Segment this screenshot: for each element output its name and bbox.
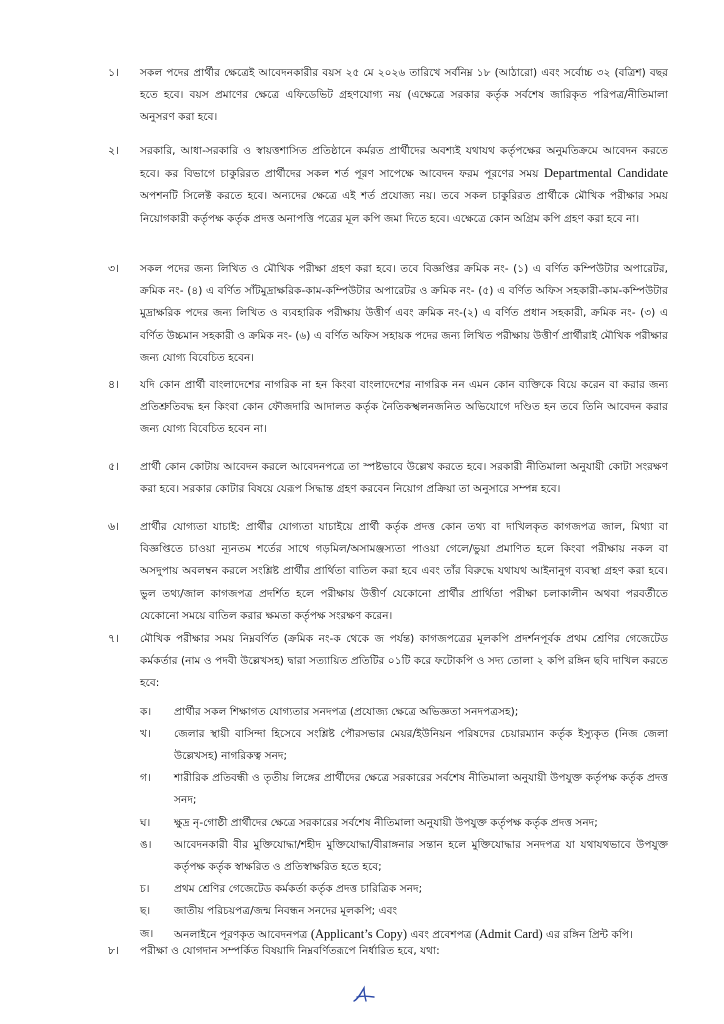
sub-item-number: ঙ। — [140, 838, 152, 851]
signature-mark-icon — [352, 985, 378, 1005]
sub-item-text: প্রার্থীর সকল শিক্ষাগত যোগ্যতার সনদপত্র (প্রযোজ্য ক্ষেত্রে অভিজ্ঞতা সনদপত্রসহ); — [174, 705, 519, 718]
item-number: ৫। — [108, 460, 120, 473]
sub-list — [140, 701, 668, 946]
sub-item-number: ক। — [140, 705, 152, 718]
sub-item-cha — [140, 878, 668, 900]
item-number: ৬। — [108, 520, 120, 533]
list-item-2 — [108, 140, 668, 230]
list-item-7 — [108, 628, 668, 946]
sub-item-text-part-3: এর রঙ্গিন প্রিন্ট কপি। — [546, 928, 633, 941]
item-text — [140, 140, 668, 230]
sub-item-chha — [140, 900, 668, 922]
list-item-1 — [108, 62, 668, 129]
item-text: পরীক্ষা ও যোগদান সম্পর্কিত বিষয়াদি নিম্নবর্ণিতরূপে নির্ধারিত হবে, যথা: — [140, 945, 440, 957]
departmental-candidate-option: Departmental Candidate — [544, 166, 668, 181]
item-text-part-1: সরকারি, আধা-সরকারি ও স্বায়ত্তশাসিত প্রতিষ্ঠানে কর্মরত প্রার্থীদের অবশ্যই যথাযথ কর্তৃপক্ষের অনুমতিক্রমে আবেদন করতে হবে। কর বিভাগে চাকুরিরত প্রার্থীদের সকল শর্ত পূরণ সাপেক্ষে আবেদন ফরম পূরণের সময় — [140, 145, 668, 181]
sub-item-text: ক্ষুদ্র নৃ-গোষ্ঠী প্রার্থীদের ক্ষেত্রে সরকারের সর্বশেষ নীতিমালা অনুযায়ী উপযুক্ত কর্তৃপক্ষ কর্তৃক প্রদত্ত সনদ; — [174, 816, 598, 829]
sub-item-number: খ। — [140, 727, 151, 740]
list-item-4 — [108, 374, 668, 441]
item-number: ৪। — [108, 378, 120, 391]
list-item-8 — [108, 940, 668, 962]
applicants-copy-label: (Applicant’s Copy) — [310, 926, 407, 941]
item-text: মৌখিক পরীক্ষার সময় নিম্নবর্ণিত (ক্রমিক নং-ক থেকে জ পর্যন্ত) কাগজপত্রের মূলকপি প্রদর্শনপূর্বক প্রথম শ্রেণির গেজেটেড কর্মকর্তার (নাম ও পদবী উল্লেখসহ) দ্বারা সত্যায়িত প্রতিটির ০১টি করে ফটোকপি ও সদ্য তোলা ২ কপি রঙ্গিন ছবি দাখিল করতে হবে: — [140, 633, 668, 690]
item-number: ৭। — [108, 632, 120, 645]
item-number: ৮। — [108, 944, 120, 957]
sub-item-text-part-1: অনলাইনে পূরণকৃত আবেদনপত্র — [174, 928, 308, 941]
sub-item-text: প্রথম শ্রেণির গেজেটেড কর্মকর্তা কর্তৃক প্রদত্ত চারিত্রিক সনদ; — [174, 883, 423, 896]
sub-item-ka — [140, 701, 668, 723]
sub-item-number: চ। — [140, 883, 150, 896]
sub-item-gha — [140, 812, 668, 834]
sub-item-text: জাতীয় পরিচয়পত্র/জন্ম নিবন্ধন সনদের মূলকপি; এবং — [174, 905, 398, 918]
admit-card-label: (Admit Card) — [474, 926, 543, 941]
list-item-3 — [108, 258, 668, 369]
item-text: সকল পদের জন্য লিখিত ও মৌখিক পরীক্ষা গ্রহণ করা হবে। তবে বিজ্ঞপ্তির ক্রমিক নং- (১) এ বর্ণিত কম্পিউটার অপারেটর, ক্রমিক নং- (৪) এ বর্ণিত সাঁটমুদ্রাক্ষরিক-কাম-কম্পিউটার অপারেটর ও ক্রমিক নং- (৫) এ বর্ণিত অফিস সহকারী-কাম-কম্পিউটার মুদ্রাক্ষরিক পদের জন্য লিখিত ও ব্যবহারিক পরীক্ষায় উত্তীর্ণ এবং ক্রমিক নং-(২) এ বর্ণিত প্রধান সহকারী, ক্রমিক নং- (৩) এ বর্ণিত উচ্চমান সহকারী ও ক্রমিক নং- (৬) এ বর্ণিত অফিস সহায়ক পদের জন্য লিখিত পরীক্ষায় উত্তীর্ণ প্রার্থীরাই মৌখিক পরীক্ষার জন্য যোগ্য বিবেচিত হবেন। — [140, 263, 668, 364]
item-number: ১। — [108, 66, 120, 79]
item-text: প্রার্থী কোন কোটায় আবেদন করলে আবেদনপত্রে তা স্পষ্টভাবে উল্লেখ করতে হবে। সরকারী নীতিমালা অনুযায়ী কোটা সংরক্ষণ করা হবে। সরকার কোটার বিষয়ে যেরূপ সিদ্ধান্ত গ্রহণ করবেন নিয়োগ প্রক্রিয়া তা অনুসারে সম্পন্ন হবে। — [140, 461, 668, 496]
item-text: সকল পদের প্রার্থীর ক্ষেত্রেই আবেদনকারীর বয়স ২৫ মে ২০২৬ তারিখে সর্বনিম্ন ১৮ (আঠারো) এবং সর্বোচ্চ ৩২ (বত্রিশ) বছর হতে হবে। বয়স প্রমাণের ক্ষেত্রে এফিডেভিট গ্রহণযোগ্য নয় (এক্ষেত্রে সরকার কর্তৃক সর্বশেষ জারিকৃত পরিপত্র/নীতিমালা অনুসরণ করা হবে। — [140, 67, 668, 124]
list-item-5 — [108, 456, 668, 500]
item-number: ৩। — [108, 262, 120, 275]
item-text-part-2: অপশনটি সিলেক্ট করতে হবে। অন্যদের ক্ষেত্রে এই শর্ত প্রযোজ্য নয়। তবে সকল চাকুরিরত প্রার্থীকে মৌখিক পরীক্ষার সময় নিয়োগকারী কর্তৃপক্ষ কর্তৃক প্রদত্ত অনাপত্তি পত্রের মূল কপি জমা দিতে হবে। এক্ষেত্রে কোন অগ্রিম কপি গ্রহণ করা হবে না। — [140, 190, 668, 225]
sub-item-text: আবেদনকারী বীর মুক্তিযোদ্ধা/শহীদ মুক্তিযোদ্ধা/বীরাঙ্গনার সন্তান হলে মুক্তিযোদ্ধার সনদপত্র যা যথাযথভাবে উপযুক্ত কর্তৃপক্ষ কর্তৃক স্বাক্ষরিত ও প্রতিস্বাক্ষরিত হতে হবে; — [174, 838, 668, 874]
sub-item-number: গ। — [140, 772, 151, 785]
item-number: ২। — [108, 144, 120, 157]
sub-item-text: শারীরিক প্রতিবন্ধী ও তৃতীয় লিঙ্গের প্রার্থীদের ক্ষেত্রে সরকারের সর্বশেষ নীতিমালা অনুযায়ী উপযুক্ত কর্তৃপক্ষ কর্তৃক প্রদত্ত সনদ; — [174, 772, 668, 807]
sub-item-kha — [140, 723, 668, 767]
sub-item-ga — [140, 767, 668, 811]
sub-item-number: জ। — [140, 927, 154, 940]
sub-item-number: ঘ। — [140, 816, 151, 829]
item-text: প্রার্থীর যোগ্যতা যাচাই: প্রার্থীর যোগ্যতা যাচাইয়ে প্রার্থী কর্তৃক প্রদত্ত কোন তথ্য বা দাখিলকৃত কাগজপত্র জাল, মিথ্যা বা বিজ্ঞপ্তিতে চাওয়া ন্যূনতম শর্তের সাথে গড়মিল/অসামঞ্জস্যতা পাওয়া গেলে/ভুয়া প্রমাণিত হলে কিংবা পরীক্ষায় নকল বা অসদুপায় অবলম্বন করলে সংশ্লিষ্ট প্রার্থীর প্রার্থিতা বাতিল করা হবে এবং তাঁর বিরুদ্ধে যথাযথ আইনানুগ ব্যবস্থা গ্রহণ করা হবে। ভুল তথ্য/জাল কাগজপত্র প্রদর্শিত হলে পরীক্ষায় উত্তীর্ণ যেকোনো প্রার্থীর প্রার্থিতা পরীক্ষা চলাকালীন অথবা পরবর্তীতে যেকোনো সময়ে বাতিল করার ক্ষমতা কর্তৃপক্ষ সংরক্ষণ করেন। — [140, 521, 668, 622]
sub-item-text: জেলার স্থায়ী বাসিন্দা হিসেবে সংশ্লিষ্ট পৌরসভার মেয়র/ইউনিয়ন পরিষদের চেয়ারম্যান কর্তৃক ইস্যুকৃত (নিজ জেলা উল্লেখসহ) নাগরিকত্ব সনদ; — [174, 727, 668, 763]
sub-item-uma — [140, 834, 668, 878]
list-item-6 — [108, 516, 668, 627]
item-text: যদি কোন প্রার্থী বাংলাদেশের নাগরিক না হন কিংবা বাংলাদেশের নাগরিক নন এমন কোন ব্যক্তিকে বিয়ে করেন বা করার জন্য প্রতিশ্রুতিবদ্ধ হন কিংবা কোন ফৌজদারি আদালত কর্তৃক নৈতিকস্খলনজনিত অভিযোগে দণ্ডিত হন তবে তিনি আবেদন করার জন্য যোগ্য বিবেচিত হবেন না। — [140, 379, 668, 436]
sub-item-number: ছ। — [140, 905, 151, 918]
sub-item-text-part-2: এবং প্রবেশপত্র — [410, 928, 472, 941]
